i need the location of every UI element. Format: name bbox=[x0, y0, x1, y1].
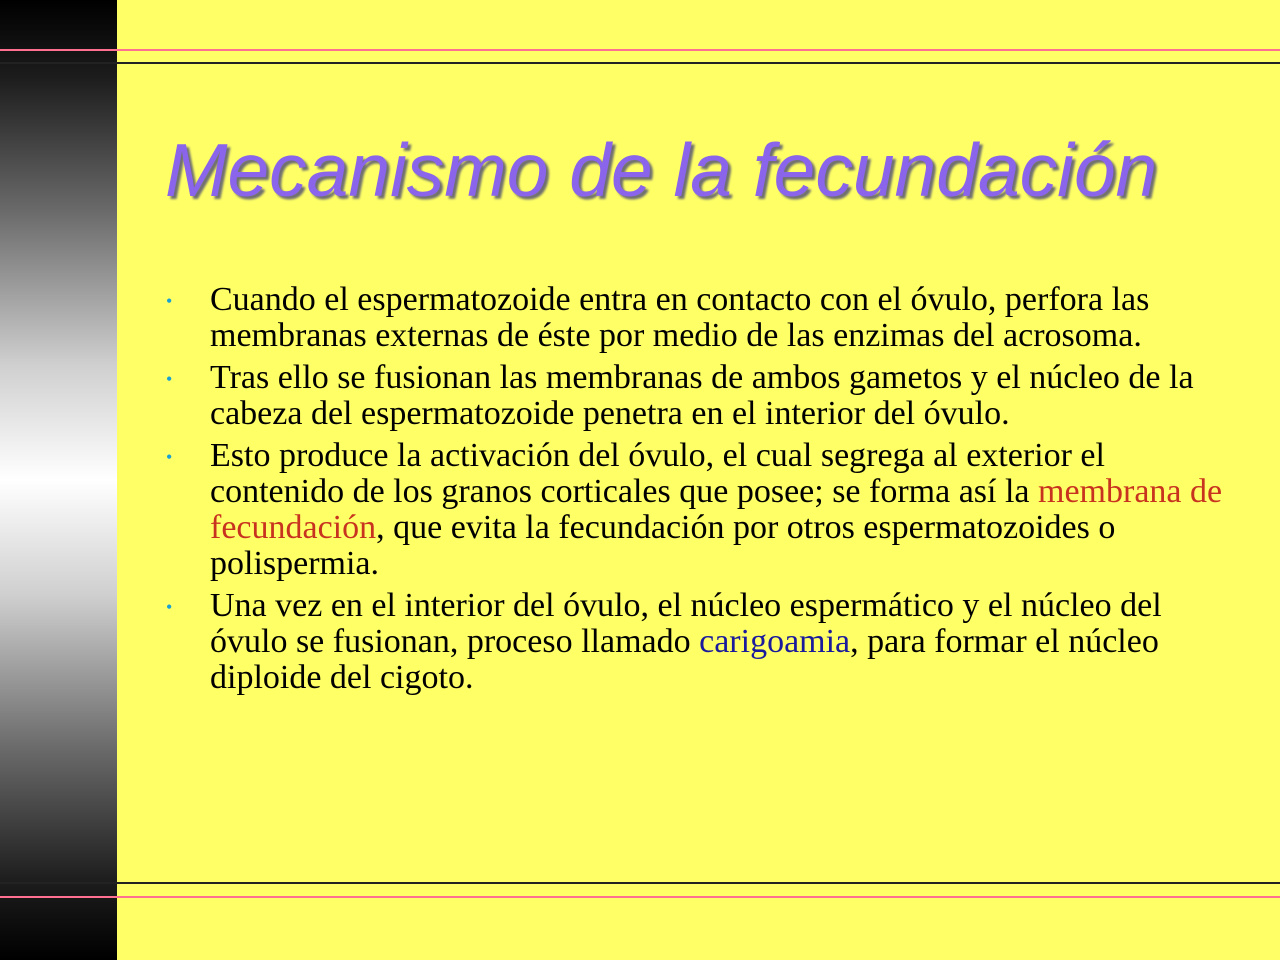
bottom-pink-rule bbox=[0, 896, 1280, 898]
bullet-text-end: , que evita la fecundación por otros espermatozoides o polispermia. bbox=[210, 509, 1116, 582]
highlight-term-carigoamia: carigoamia bbox=[699, 623, 851, 660]
bullet-dot-icon: • bbox=[166, 369, 173, 389]
left-gradient-bar bbox=[0, 0, 117, 960]
bullet-text: Tras ello se fusionan las membranas de ambos gametos y el núcleo de la cabeza del espermatozoide penetra en el interior del óvulo. bbox=[210, 359, 1194, 432]
highlight-term-membrane: membrana de fecundación bbox=[210, 473, 1223, 546]
bullet-dot-icon: • bbox=[166, 597, 173, 617]
bullet-text-start: Una vez en el interior del óvulo, el núcleo espermático y el núcleo del óvulo se fusionan, proceso llamado bbox=[210, 587, 1162, 660]
bullet-text-start: Esto produce la activación del óvulo, el cual segrega al exterior el contenido de los granos corticales que posee; se forma así la bbox=[210, 437, 1105, 510]
bullet-dot-icon: • bbox=[166, 291, 173, 311]
top-black-rule bbox=[0, 62, 1280, 64]
bullet-text-end: , para formar el núcleo diploide del cigoto. bbox=[210, 623, 1159, 696]
bullet-item bbox=[160, 588, 1230, 696]
bottom-black-rule bbox=[0, 882, 1280, 884]
slide-title: Mecanismo de la fecundación bbox=[165, 128, 1158, 212]
bullet-list bbox=[160, 282, 1230, 702]
bullet-item bbox=[160, 282, 1230, 354]
top-pink-rule bbox=[0, 49, 1280, 51]
bullet-dot-icon: • bbox=[166, 447, 173, 467]
bullet-item bbox=[160, 360, 1230, 432]
bullet-item bbox=[160, 438, 1230, 582]
bullet-text: Cuando el espermatozoide entra en contacto con el óvulo, perfora las membranas externas de éste por medio de las enzimas del acrosoma. bbox=[210, 281, 1150, 354]
